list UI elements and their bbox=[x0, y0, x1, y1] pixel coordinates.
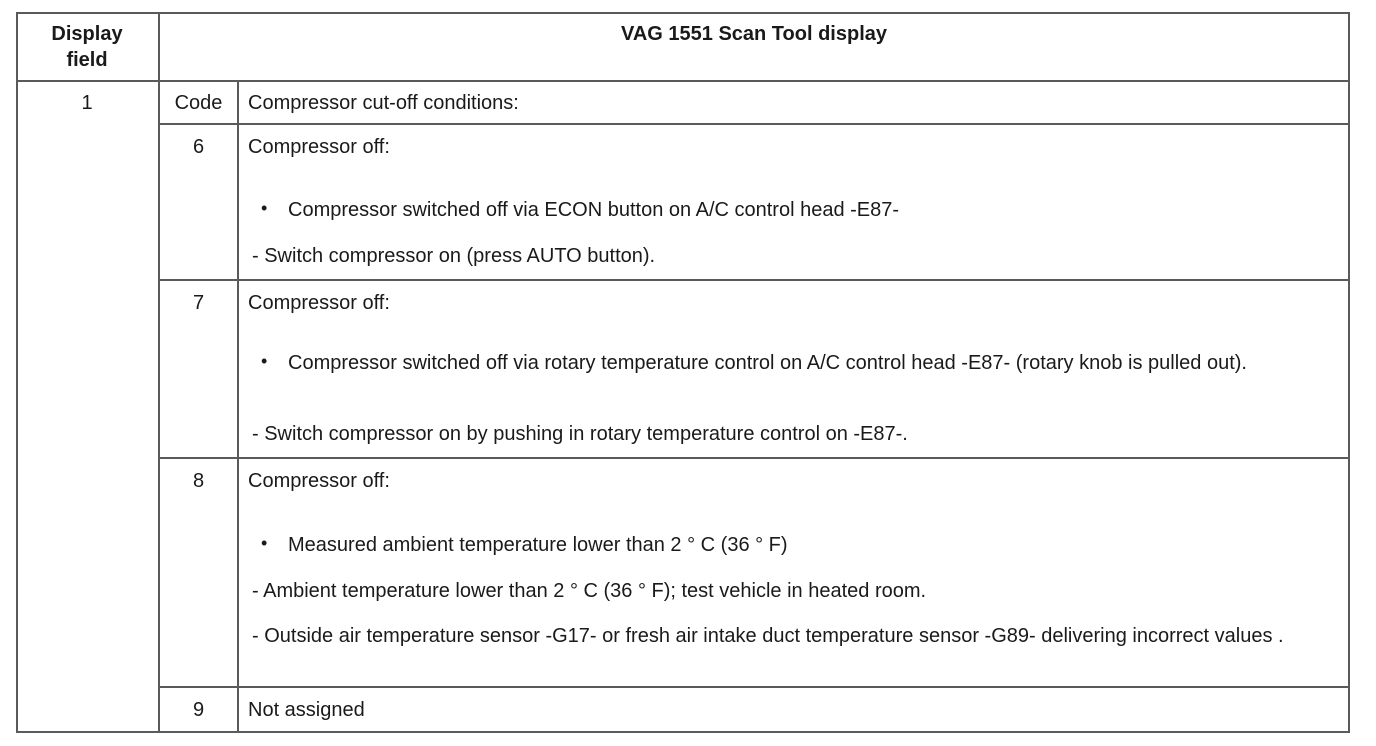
rule-row6-bottom bbox=[159, 279, 1350, 281]
rule-row8-bottom bbox=[159, 686, 1350, 688]
rule-code-column bbox=[237, 81, 239, 733]
bullet-dot: • bbox=[261, 351, 268, 371]
scan-tool-header: VAG 1551 Scan Tool display bbox=[620, 23, 887, 45]
rule-top bbox=[16, 12, 1350, 14]
row-6-bullet: Compressor switched off via ECON button on A/C control head -E87- bbox=[288, 199, 900, 221]
row-8-remedy: - Outside air temperature sensor -G17- or fresh air intake duct temperature sensor -G89- delivering incorrect values . bbox=[252, 625, 1284, 647]
row-6-remedy: - Switch compressor on (press AUTO button). bbox=[252, 245, 656, 267]
bullet-dot: • bbox=[261, 198, 268, 218]
row-6-title: Compressor off: bbox=[248, 136, 390, 158]
code-9: 9 bbox=[192, 699, 205, 721]
display-field-number: 1 bbox=[81, 92, 93, 114]
row-9-title: Not assigned bbox=[248, 699, 365, 721]
row-7-bullet: Compressor switched off via rotary temperature control on A/C control head -E87- (rotary knob is pulled out). bbox=[288, 352, 1247, 374]
bullet-dot: • bbox=[261, 533, 268, 553]
rule-row7-bottom bbox=[159, 457, 1350, 459]
row-7-remedy: - Switch compressor on by pushing in rotary temperature control on -E87-. bbox=[252, 423, 908, 445]
rule-right bbox=[1348, 12, 1350, 733]
code-6: 6 bbox=[192, 136, 205, 158]
conditions-heading: Compressor cut-off conditions: bbox=[248, 92, 519, 114]
code-7: 7 bbox=[192, 292, 205, 314]
rule-code-heading-bottom bbox=[159, 123, 1350, 125]
row-7-title: Compressor off: bbox=[248, 292, 390, 314]
row-8-bullet: Measured ambient temperature lower than 2 ° C (36 ° F) bbox=[288, 534, 788, 556]
rule-left bbox=[16, 12, 18, 733]
row-8-title: Compressor off: bbox=[248, 470, 390, 492]
row-8-remedy: - Ambient temperature lower than 2 ° C (36 ° F); test vehicle in heated room. bbox=[252, 580, 927, 602]
code-heading: Code bbox=[174, 92, 223, 114]
rule-bottom bbox=[16, 731, 1350, 733]
rule-header-bottom bbox=[16, 80, 1350, 82]
display-field-header: Display field bbox=[51, 23, 123, 71]
rule-display-field bbox=[158, 12, 160, 733]
code-8: 8 bbox=[192, 470, 205, 492]
